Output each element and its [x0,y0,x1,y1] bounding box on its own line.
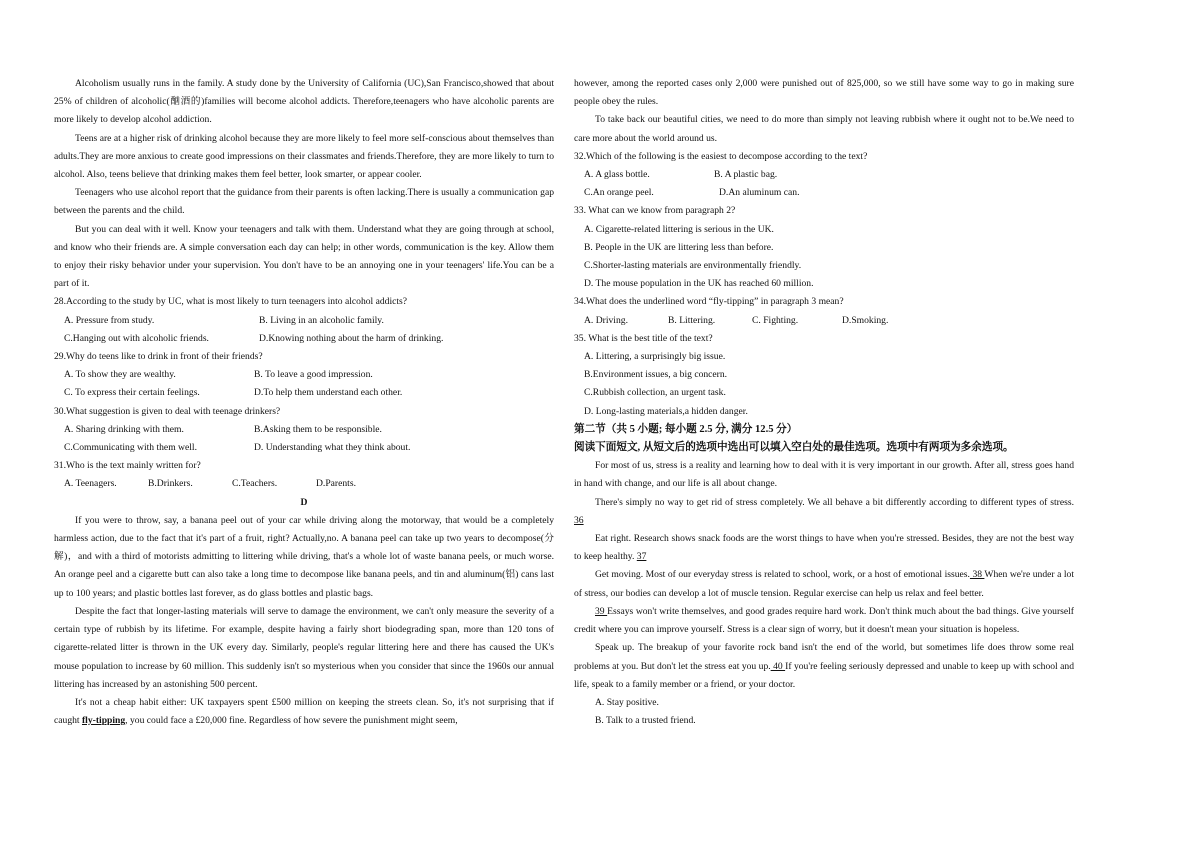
options-28-row1 [54,312,554,330]
options-34 [574,312,1074,330]
option-29c: C. To express their certain feelings. [64,387,200,399]
paragraph-3: Teenagers who use alcohol report that the guidance from their parents is often lacking.There is usually a communication gap between the parents and the child. [54,187,554,217]
passage-d-paragraph-3 [54,694,554,730]
fly-tipping-underlined: fly-tipping [81,715,126,727]
option-35a: A. Littering, a surprisingly big issue. [584,351,726,363]
option-33a: A. Cigarette-related littering is serious in the UK. [584,223,774,235]
blank-39: 39 [595,605,608,617]
blank-40: 40 [770,660,786,672]
option-31d: D.Parents. [316,478,356,490]
option-28b: B. Living in an alcoholic family. [259,314,384,326]
option-34c: C. Fighting. [752,314,799,326]
option-33c: C.Shorter-lasting materials are environmentally friendly. [584,260,802,272]
option-30b: B.Asking them to be responsible. [254,423,382,435]
passage-d-heading: D [300,496,308,508]
options-32-row2 [574,184,1074,202]
question-33: 33. What can we know from paragraph 2? [574,205,736,217]
option-31b: B.Drinkers. [148,478,193,490]
stress-paragraph-5 [574,603,1074,639]
question-34: 34.What does the underlined word “fly-tipping” in paragraph 3 mean? [574,296,844,308]
options-30-row2 [54,439,554,457]
left-column [54,75,554,730]
option-34d: D.Smoking. [842,314,889,326]
option-28a: A. Pressure from study. [64,314,155,326]
choice-b: B. Talk to a trusted friend. [595,715,696,727]
option-29b: B. To leave a good impression. [254,369,373,381]
stress-paragraph-3-text: Eat right. Research shows snack foods are the worst things to have when you're stressed. Besides, they are not the best way to keep healthy. [574,533,1074,563]
stress-paragraph-4 [574,566,1074,602]
section-title: 第二节（共 5 小题; 每小题 2.5 分, 满分 12.5 分） [574,423,798,435]
option-35c: C.Rubbish collection, an urgent task. [584,387,726,399]
options-31 [54,475,554,493]
option-29a: A. To show they are wealthy. [64,369,176,381]
options-28-row2 [54,330,554,348]
paragraph-4: But you can deal with it well. Know your teenagers and talk with them. Understand what they are going through at school, and know who their friends are. A simple conversation each day can help; in other words, communication is the key. Allow them to enjoy their risky behavior under your supervision. You don't have to be an annoying one in your teenagers' life.You can be a part of it. [54,223,554,290]
option-33b: B. People in the UK are littering less than before. [584,241,774,253]
stress-paragraph-6 [574,639,1074,694]
option-34a: A. Driving. [584,314,628,326]
stress-paragraph-4-text-end: When we're under a lot of stress, our bodies can develop a lot of muscle tension. Regular exercise can help us relax and feel better. [574,569,1075,599]
option-31c: C.Teachers. [232,478,278,490]
passage-d-continuation: however, among the reported cases only 2,000 were punished out of 825,000, so we still have some way to go in making sure people obey the rules. [574,78,1074,108]
stress-paragraph-6-text-end: If you're feeling seriously depressed and unable to keep up with school and life, speak to a family member or a friend, or your doctor. [574,660,1074,690]
options-29-row2 [54,384,554,402]
question-30: 30.What suggestion is given to deal with teenage drinkers? [54,405,281,417]
option-34b: B. Littering. [668,314,716,326]
choice-a: A. Stay positive. [595,696,659,708]
passage-d-paragraph-2: Despite the fact that longer-lasting materials will serve to damage the environment, we can't only measure the severity of a certain type of rubbish by its lifetime. For example, despite having a fairly short biodegrading span, more than 120 tons of cigarette-related litter is thrown in the UK every day. Similarly, people's regular littering here and there has caused the UK's mouse population to increase by 60 million. This suddenly isn't so mysterious when you consider that since the 1960s our annual littering has increased by an astonishing 500 percent. [54,605,554,690]
options-30-row1 [54,421,554,439]
stress-paragraph-2 [574,494,1074,530]
paragraph-3-text-end: , you could face a £20,000 fine. Regardless of how severe the punishment might seem, [125,715,458,727]
stress-paragraph-2-text: There's simply no way to get rid of stress completely. We all behave a bit differently according to different types of stress. [595,496,1074,508]
blank-37: 37 [636,551,647,563]
stress-paragraph-4-text-start: Get moving. Most of our everyday stress is related to school, work, or a host of emotional issues. [595,569,970,581]
stress-paragraph-6-text-start: Speak up. The breakup of your favorite rock band isn't the end of the world, but sometimes life does throw some real problems at you. But don't let the stress eat you up. [574,642,1074,672]
question-29: 29.Why do teens like to drink in front of their friends? [54,351,263,363]
paragraph-3-text-start: It's not a cheap habit either: UK taxpayers spent £500 million on keeping the streets clean. So, it's not surprising that if caught [54,696,554,727]
option-32d: D.An aluminum can. [719,187,800,199]
option-31a: A. Teenagers. [64,478,117,490]
option-33d: D. The mouse population in the UK has reached 60 million. [584,278,814,290]
question-32: 32.Which of the following is the easiest to decompose according to the text? [574,150,868,162]
option-35b: B.Environment issues, a big concern. [584,369,728,381]
option-32a: A. A glass bottle. [584,169,650,181]
paragraph-2: Teens are at a higher risk of drinking alcohol because they are more likely to feel more self-conscious about themselves than adults.They are more anxious to create good impressions on their classmates and friends.Therefore, they are more likely to turn to alcohol. Also, teens believe that drinking makes them feel better, look smarter, or appear cooler. [54,132,554,181]
option-32c: C.An orange peel. [584,187,654,199]
option-29d: D.To help them understand each other. [254,387,403,399]
question-31: 31.Who is the text mainly written for? [54,460,201,472]
option-32b: B. A plastic bag. [714,169,778,181]
option-28d: D.Knowing nothing about the harm of drinking. [259,332,444,344]
passage-d-paragraph-1: If you were to throw, say, a banana peel out of your car while driving along the motorway, that would be a completely harmless action, due to the fact that it's part of a fruit, right? Actually,no. A banana peel can take up two years to decompose(分解)，and with a third of motorists admitting to littering while driving, that's a whole lot of waste banana peels, or much worse. An orange peel and a cigarette butt can also take a long time to decompose like banana peels, and tin and aluminum(铝) cans last up to 100 years; and plastic bottles last forever, as do glass bottles and plastic bags. [54,514,554,599]
right-column [574,75,1074,730]
question-28: 28.According to the study by UC, what is most likely to turn teenagers into alcohol addicts? [54,296,408,308]
blank-36: 36 [574,514,584,526]
blank-38: 38 [969,569,985,581]
option-28c: C.Hanging out with alcoholic friends. [64,332,209,344]
stress-paragraph-3 [574,530,1074,566]
passage-d-paragraph-4: To take back our beautiful cities, we need to do more than simply not leaving rubbish where it ought not to be.We need to care more about the world around us. [574,114,1074,144]
option-30a: A. Sharing drinking with them. [64,423,184,435]
paragraph-1: Alcoholism usually runs in the family. A study done by the University of California (UC),San Francisco,showed that about 25% of children of alcoholic(酗酒的)families will become alcohol addicts. Therefore,teenagers who have alcoholic parents are more likely to develop alcohol addiction. [54,78,554,126]
section-instructions: 阅读下面短文, 从短文后的选项中选出可以填入空白处的最佳选项。选项中有两项为多余选项。 [574,442,1014,454]
stress-paragraph-1: For most of us, stress is a reality and learning how to deal with it is very important in our growth. After all, stress goes hand in hand with change, and our life is all about change. [574,460,1074,490]
option-30d: D. Understanding what they think about. [254,442,411,454]
options-29-row1 [54,366,554,384]
option-35d: D. Long-lasting materials,a hidden danger. [584,405,748,417]
question-35: 35. What is the best title of the text? [574,332,713,344]
option-30c: C.Communicating with them well. [64,442,197,454]
options-32-row1 [574,166,1074,184]
stress-paragraph-5-text: Essays won't write themselves, and good grades require hard work. Don't think much about the bad things. Give yourself credit where you can improve yourself. Stress is a clear sign of worry, but it doesn't mean your situation is hopeless. [574,605,1074,636]
